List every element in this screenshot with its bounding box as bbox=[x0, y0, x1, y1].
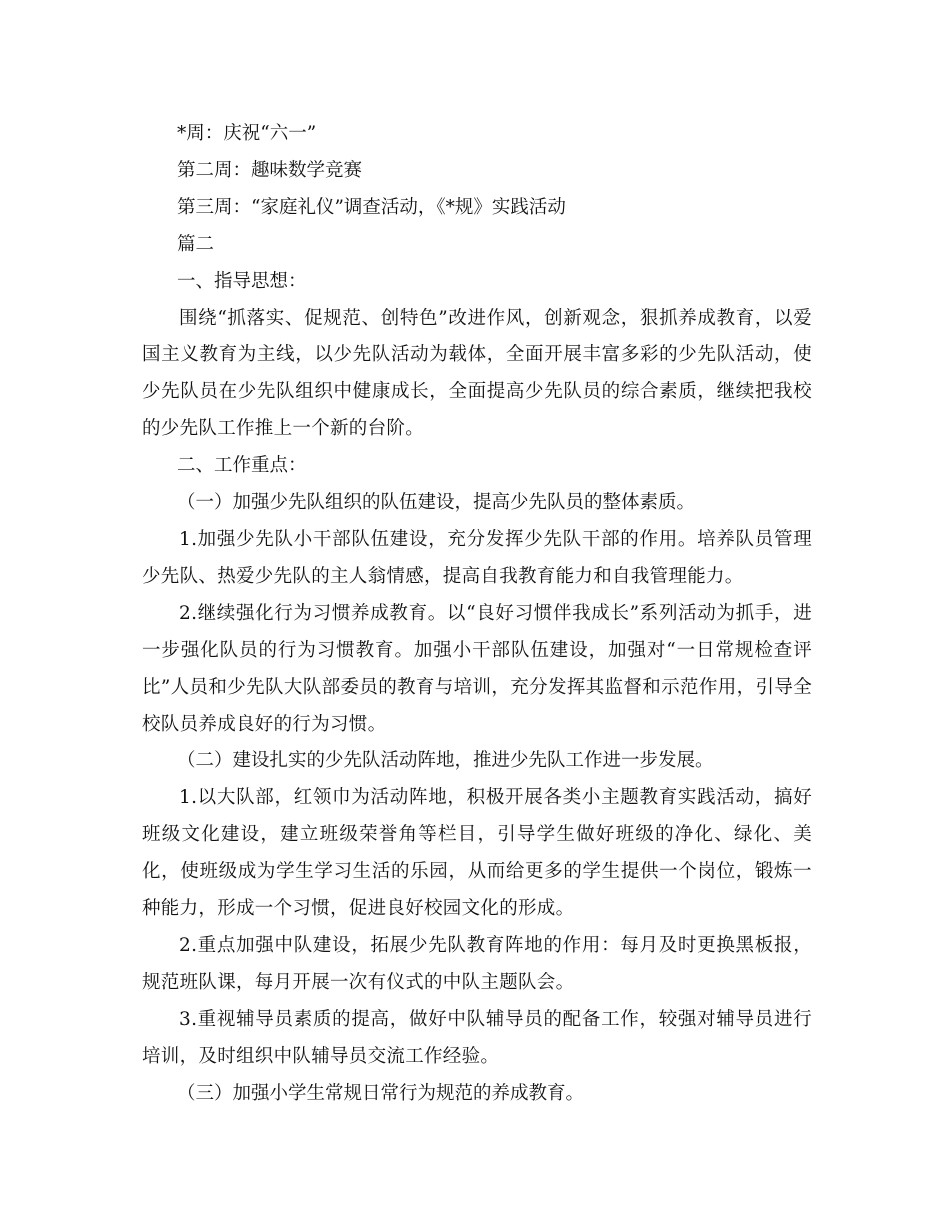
section-1-title: （一）加强少先队组织的队伍建设，提高少先队员的整体素质。 bbox=[177, 492, 696, 514]
heading-key-points: 二、工作重点： bbox=[177, 455, 307, 477]
section-2-title: （二）建设扎实的少先队活动阵地，推进少先队工作进一步发展。 bbox=[177, 750, 714, 772]
section-2-item-3: 3.重视辅导员素质的提高，做好中队辅导员的配备工作，较强对辅导员进行培训，及时组织中队辅导员交流工作经验。 bbox=[142, 1008, 812, 1067]
section-1-item-2: 2.继续强化行为习惯养成教育。以“良好习惯伴我成长”系列活动为抓手，进一步强化队员的行为习惯教育。加强小干部队伍建设，加强对“一日常规检查评比”人员和少先队大队部委员的教育与培训，充分发挥其监督和示范作用，引导全校队员养成良好的行为习惯。 bbox=[142, 602, 812, 735]
section-1-item-1: 1.加强少先队小干部队伍建设，充分发挥少先队干部的作用。培养队员管理少先队、热爱少先队的主人翁情感，提高自我教育能力和自我管理能力。 bbox=[142, 528, 812, 587]
section-2-item-2: 2.重点加强中队建设，拓展少先队教育阵地的作用：每月及时更换黑板报，规范班队课，每月开展一次有仪式的中队主题队会。 bbox=[142, 934, 812, 993]
section-3-title: （三）加强小学生常规日常行为规范的养成教育。 bbox=[177, 1082, 585, 1104]
schedule-week-3: 第三周：“家庭礼仪”调查活动，《*规》实践活动 bbox=[177, 196, 566, 218]
heading-guiding-thought: 一、指导思想： bbox=[177, 270, 307, 292]
paragraph-guiding-thought: 围绕“抓落实、促规范、创特色”改进作风，创新观念，狠抓养成教育，以爱国主义教育为主线，以少先队活动为载体，全面开展丰富多彩的少先队活动，使少先队员在少先队组织中健康成长，全面提高少先队员的综合素质，继续把我校的少先队工作推上一个新的台阶。 bbox=[142, 307, 812, 440]
section-2-item-1: 1.以大队部，红领巾为活动阵地，积极开展各类小主题教育实践活动，搞好班级文化建设，建立班级荣誉角等栏目，引导学生做好班级的净化、绿化、美化，使班级成为学生学习生活的乐园，从而给更多的学生提供一个岗位，锻炼一种能力，形成一个习惯，促进良好校园文化的形成。 bbox=[142, 787, 812, 920]
schedule-week-2: 第二周：趣味数学竞赛 bbox=[177, 159, 363, 181]
section-label-part-two: 篇二 bbox=[177, 233, 215, 255]
schedule-week-1: *周：庆祝“六一” bbox=[177, 123, 317, 144]
document-body bbox=[142, 116, 812, 1112]
